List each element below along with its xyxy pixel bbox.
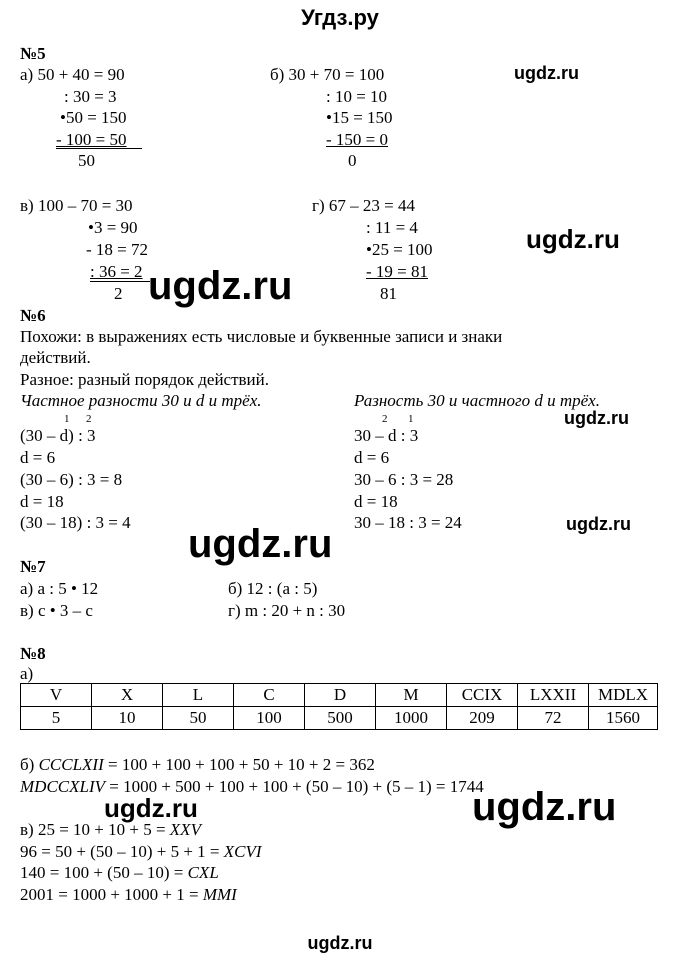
task-5b-line: - 150 = 0 <box>326 130 388 149</box>
roman-number: CXL <box>187 863 219 882</box>
task-5b-line: б) 30 + 70 = 100 <box>270 65 385 84</box>
table-cell: 72 <box>518 707 589 730</box>
task-8b-expansion: = 1000 + 500 + 100 + 100 + (50 – 10) + (5 – 1) = 1744 <box>105 777 484 796</box>
task-7v: в) с • 3 – с <box>20 601 93 620</box>
task-6-paragraph: Разное: разный порядок действий. <box>20 370 269 389</box>
task-7b: б) 12 : (а : 5) <box>228 579 318 598</box>
table-cell: CCIX <box>447 684 518 707</box>
task-8v-line <box>20 820 201 840</box>
task-6-paragraph: Похожи: в выражениях есть числовые и буквенные записи и знаки <box>20 327 503 346</box>
watermark: ugdz.ru <box>564 408 629 428</box>
table-cell: M <box>376 684 447 707</box>
task-5v-line: •3 = 90 <box>88 218 138 237</box>
roman-numerals-table <box>20 683 658 730</box>
watermark: ugdz.ru <box>472 785 617 829</box>
table-cell: L <box>163 684 234 707</box>
task-6-right-line: d = 18 <box>354 492 398 511</box>
table-cell: 500 <box>305 707 376 730</box>
task-6-right-line: d = 6 <box>354 448 390 467</box>
table-cell: 5 <box>21 707 92 730</box>
watermark: ugdz.ru <box>148 264 293 308</box>
table-cell: 209 <box>447 707 518 730</box>
task-8b-line <box>20 777 484 797</box>
task-8v-expression: в) 25 = 10 + 10 + 5 = <box>20 820 170 839</box>
task-8v-expression: 96 = 50 + (50 – 10) + 5 + 1 = <box>20 842 224 861</box>
task-5a-result: 50 <box>78 151 95 170</box>
order-mark: 1 <box>64 413 70 425</box>
task-8v-expression: 2001 = 1000 + 1000 + 1 = <box>20 885 203 904</box>
task-8v-line <box>20 863 219 883</box>
task-5a-line: : 30 = 3 <box>64 87 117 106</box>
task-5-heading: №5 <box>20 44 46 63</box>
order-mark: 2 <box>382 413 388 425</box>
table-cell: D <box>305 684 376 707</box>
task-5g-line: •25 = 100 <box>366 240 433 259</box>
divider <box>90 281 150 282</box>
order-mark: 2 <box>86 413 92 425</box>
roman-number: MDCCXLIV <box>20 777 105 796</box>
task-8v-line <box>20 842 262 862</box>
task-6-left-line: (30 – 18) : 3 = 4 <box>20 513 131 532</box>
task-6-heading: №6 <box>20 306 46 325</box>
task-8-heading: №8 <box>20 644 46 663</box>
task-6-right-line: 30 – 18 : 3 = 24 <box>354 513 462 532</box>
task-6-left-title: Частное разности 30 и d и трёх. <box>20 391 262 410</box>
task-8b-line <box>20 755 375 775</box>
roman-number: CCCLXII <box>38 755 104 774</box>
task-8b-expansion: = 100 + 100 + 100 + 50 + 10 + 2 = 362 <box>103 755 375 774</box>
table-row <box>21 684 658 707</box>
table-cell: 100 <box>234 707 305 730</box>
task-6-right-line: 30 – 6 : 3 = 28 <box>354 470 454 489</box>
roman-number: MMI <box>202 885 237 904</box>
table-cell: V <box>21 684 92 707</box>
task-5v-line: в) 100 – 70 = 30 <box>20 196 133 215</box>
watermark: ugdz.ru <box>566 514 631 534</box>
watermark: ugdz.ru <box>188 522 333 566</box>
site-title: Угдз.ру <box>301 5 379 30</box>
roman-number: XCVI <box>223 842 262 861</box>
task-5g-line: г) 67 – 23 = 44 <box>312 196 415 215</box>
task-5b-result: 0 <box>348 151 357 170</box>
task-6-right-title: Разность 30 и частного d и трёх. <box>354 391 600 410</box>
task-6-paragraph: действий. <box>20 348 91 367</box>
task-7-heading: №7 <box>20 557 46 576</box>
task-5b-line: : 10 = 10 <box>326 87 388 106</box>
table-cell: 1560 <box>589 707 658 730</box>
table-cell: MDLX <box>589 684 658 707</box>
order-mark: 1 <box>408 413 414 425</box>
task-5v-result: 2 <box>114 284 123 303</box>
divider <box>56 148 142 149</box>
task-8v-line <box>20 885 237 905</box>
task-6-left-line: d = 18 <box>20 492 64 511</box>
task-5v-line: - 18 = 72 <box>86 240 148 259</box>
task-5b-line: •15 = 150 <box>326 108 393 127</box>
table-cell: LXXII <box>518 684 589 707</box>
task-8v-expression: 140 = 100 + (50 – 10) = <box>20 863 188 882</box>
task-5g-line: : 11 = 4 <box>366 218 418 237</box>
watermark: ugdz.ru <box>514 63 579 83</box>
task-8a-label: а) <box>20 664 34 683</box>
task-5g-result: 81 <box>380 284 397 303</box>
watermark: ugdz.ru <box>526 224 620 254</box>
task-5a-line: - 100 = 50 <box>56 130 127 149</box>
task-6-left-line: d = 6 <box>20 448 56 467</box>
roman-number: XXV <box>169 820 201 839</box>
task-7a: а) а : 5 • 12 <box>20 579 99 598</box>
table-cell: 1000 <box>376 707 447 730</box>
task-6-right-line: 30 – d : 3 <box>354 426 419 445</box>
task-5a-line: а) 50 + 40 = 90 <box>20 65 125 84</box>
task-7g: г) m : 20 + n : 30 <box>228 601 346 620</box>
table-cell: 10 <box>92 707 163 730</box>
task-6-left-line: (30 – 6) : 3 = 8 <box>20 470 123 489</box>
task-5v-line: : 36 = 2 <box>90 262 143 281</box>
table-cell: X <box>92 684 163 707</box>
table-row <box>21 707 658 730</box>
table-cell: C <box>234 684 305 707</box>
task-5g-line: - 19 = 81 <box>366 262 428 281</box>
task-6-left-line: (30 – d) : 3 <box>20 426 96 445</box>
table-cell: 50 <box>163 707 234 730</box>
task-5a-line: •50 = 150 <box>60 108 127 127</box>
task-8b-prefix: б) <box>20 755 39 774</box>
watermark: ugdz.ru <box>104 793 198 823</box>
footer-watermark: ugdz.ru <box>307 933 373 953</box>
